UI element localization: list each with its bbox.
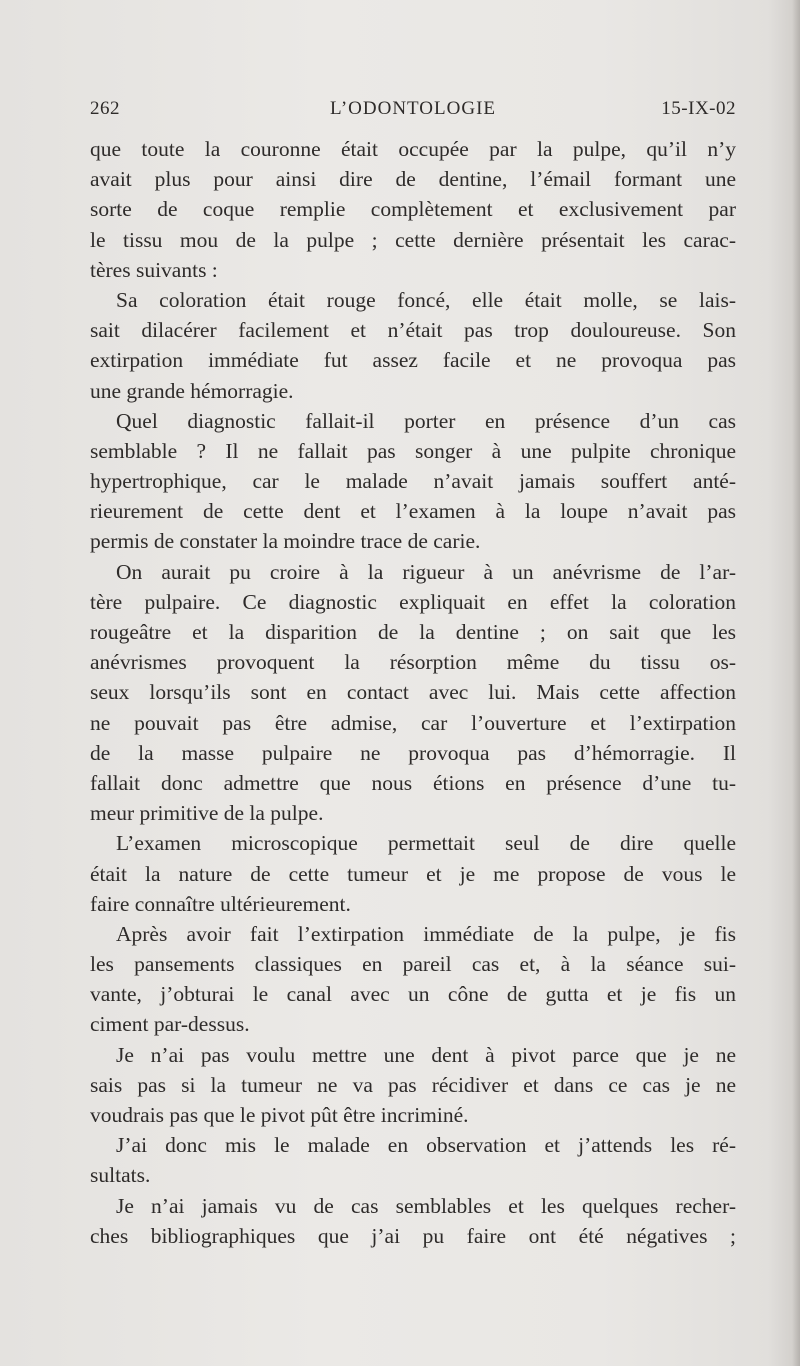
text-line: meur primitive de la pulpe. xyxy=(90,801,324,826)
text-line: tères suivants : xyxy=(90,257,218,282)
text-line: rieurement de cette dent et l’examen à la loupe n’avait pas xyxy=(90,499,736,524)
text-line: vante, j’obturai le canal avec un cône de gutta et je fis un xyxy=(90,982,736,1007)
text-line: que toute la couronne était occupée par la pulpe, qu’il n’y xyxy=(90,137,736,161)
page-number: 262 xyxy=(90,98,120,119)
text-line: faire connaître ultérieurement. xyxy=(90,891,351,916)
text-line: hypertrophique, car le malade n’avait jamais souffert anté- xyxy=(90,469,736,494)
text-line: était la nature de cette tumeur et je me propose de vous le xyxy=(90,861,736,886)
page-edge-shadow xyxy=(792,0,800,1366)
text-line: une grande hémorragie. xyxy=(90,378,294,403)
text-line: de la masse pulpaire ne provoqua pas d’hémorragie. Il xyxy=(90,740,736,765)
text-line: les pansements classiques en pareil cas et, à la séance sui- xyxy=(90,952,736,977)
text-line: tère pulpaire. Ce diagnostic expliquait en effet la coloration xyxy=(90,589,736,614)
text-line: le tissu mou de la pulpe ; cette dernière présentait les carac- xyxy=(90,227,736,252)
text-line: Après avoir fait l’extirpation immédiate de la pulpe, je fis xyxy=(116,921,736,946)
text-line: permis de constater la moindre trace de carie. xyxy=(90,529,481,554)
text-line: Quel diagnostic fallait-il porter en présence d’un cas xyxy=(116,408,736,433)
text-line: Je n’ai pas voulu mettre une dent à pivot parce que je ne xyxy=(116,1042,736,1067)
text-line: sait dilacérer facilement et n’était pas trop douloureuse. Son xyxy=(90,318,736,343)
text-line: fallait donc admettre que nous étions en présence d’une tu- xyxy=(90,770,736,795)
text-line: anévrismes provoquent la résorption même du tissu os- xyxy=(90,650,736,675)
text-line: extirpation immédiate fut assez facile et ne provoqua pas xyxy=(90,348,736,373)
text-line: L’examen microscopique permettait seul de dire quelle xyxy=(116,831,736,856)
text-line: Je n’ai jamais vu de cas semblables et les quelques recher- xyxy=(116,1193,736,1218)
journal-title: L’ODONTOLOGIE xyxy=(329,98,497,119)
text-line: avait plus pour ainsi dire de dentine, l’émail formant une xyxy=(90,167,736,192)
text-line: rougeâtre et la disparition de la dentine ; on sait que les xyxy=(90,620,736,644)
issue-date: 15-IX-02 xyxy=(661,98,736,119)
text-line: Sa coloration était rouge foncé, elle était molle, se lais- xyxy=(116,287,736,312)
text-line: ches bibliographiques que j’ai pu faire ont été négatives ; xyxy=(90,1223,736,1248)
text-line: sultats. xyxy=(90,1163,151,1188)
text-line: semblable ? Il ne fallait pas songer à une pulpite chronique xyxy=(90,438,736,463)
text-line: On aurait pu croire à la rigueur à un anévrisme de l’ar- xyxy=(116,559,736,584)
body-text xyxy=(90,134,736,1251)
text-line: J’ai donc mis le malade en observation et j’attends les ré- xyxy=(116,1133,736,1158)
text-line: voudrais pas que le pivot pût être incriminé. xyxy=(90,1103,469,1127)
text-line: ne pouvait pas être admise, car l’ouverture et l’extirpation xyxy=(90,710,736,735)
text-line: ciment par-dessus. xyxy=(90,1012,250,1037)
text-line: sorte de coque remplie complètement et exclusivement par xyxy=(90,197,736,222)
running-header xyxy=(90,98,736,128)
text-line: seux lorsqu’ils sont en contact avec lui. Mais cette affection xyxy=(90,680,736,705)
text-line: sais pas si la tumeur ne va pas récidiver et dans ce cas je ne xyxy=(90,1072,736,1097)
